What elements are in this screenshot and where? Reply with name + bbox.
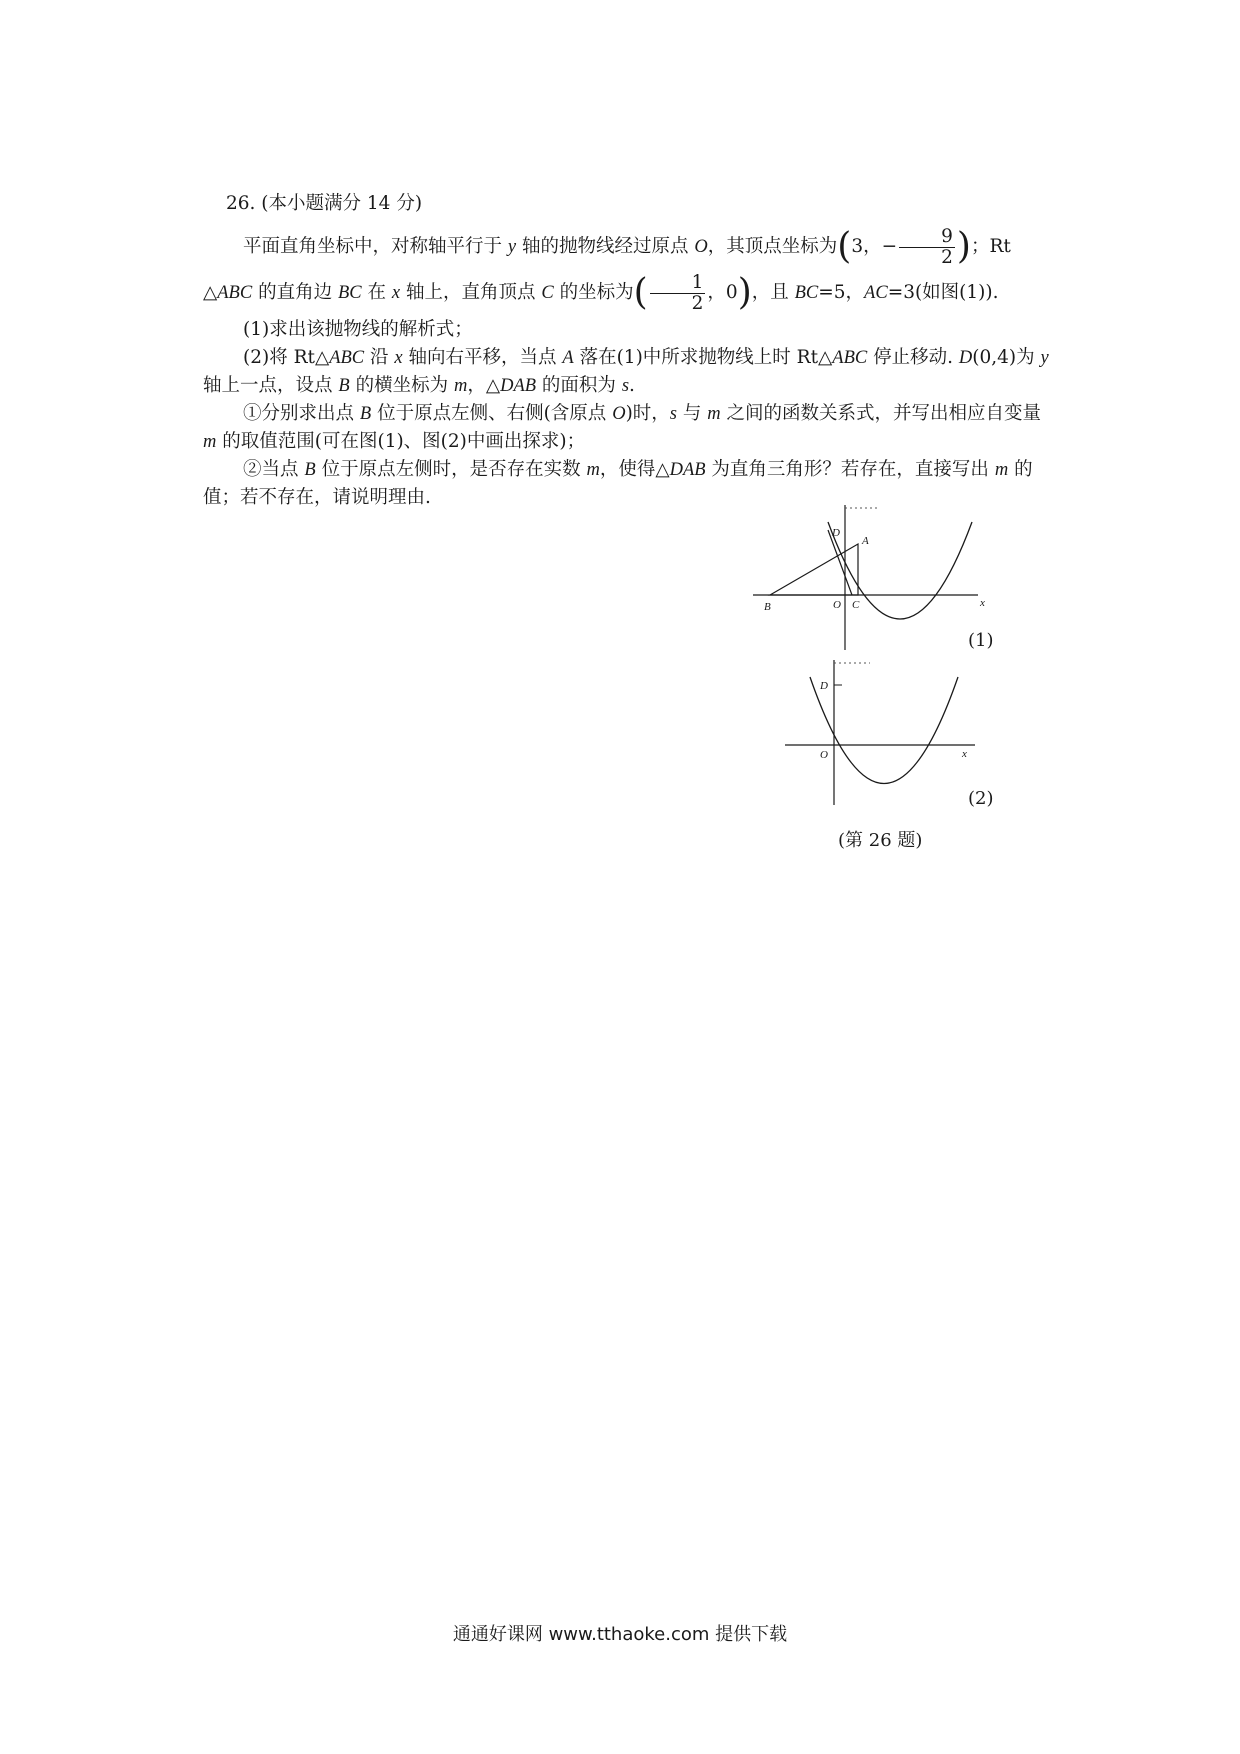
fraction-nine-halves: $\frac{9}{2}$ [899,227,955,268]
parabola-curve [828,522,972,619]
figure-caption: (第 26 题) [838,830,923,851]
figure-2-label: (2) [968,788,994,809]
figure-2 [780,655,980,815]
paragraph-parabola: 平面直角坐标中，对称轴平行于 y 轴的抛物线经过原点 O，其顶点坐标为(3，− $\frac{9}{2}$ )；Rt △ABC 的直角边 BC 在 x 轴上，直角顶点 C 的坐标为( $\frac{1}{2}$ ，0)，且 BC=5，AC=3(如图(1)). [203,225,1011,314]
point-label-o: O [820,749,828,761]
footer-credit: 通通好课网 www.tthaoke.com 提供下载 [452,1624,788,1645]
question-2-part-1: ①分别求出点 B 位于原点左侧、右侧(含原点 O)时，s 与 m 之间的函数关系式，并写出相应自变量 m 的取值范围(可在图(1)、图(2)中画出探求)； [203,403,1042,452]
question-2-part-2: ②当点 B 位于原点左侧时，是否存在实数 m，使得△DAB 为直角三角形？若存在，直接写出 m 的值；若不存在，请说明理由. [203,459,1033,508]
point-label-a: A [862,535,869,547]
point-label-o: O [833,599,841,611]
figure-1-label: (1) [968,630,994,651]
problem-heading: 26. (本小题满分 14 分) [226,193,423,214]
question-1: (1)求出该抛物线的解析式； [243,319,473,340]
parabola-curve [810,677,958,784]
question-2: (2)将 Rt△ABC 沿 x 轴向右平移，当点 A 落在(1)中所求抛物线上时 Rt△ABC 停止移动. D(0,4)为 y 轴上一点，设点 B 的横坐标为 m，△DAB 的面积为 s. [203,347,1049,396]
axis-label-x: x [962,748,967,760]
point-label-c: C [852,599,860,611]
point-label-d: D [832,527,840,539]
segment-da [828,530,852,595]
point-label-b: B [764,601,771,613]
axis-label-x: x [980,597,985,609]
fraction-one-half: $\frac{1}{2}$ [650,273,706,314]
figure-1 [748,500,988,660]
problem-26 [203,190,1049,512]
point-label-d: D [820,680,828,692]
